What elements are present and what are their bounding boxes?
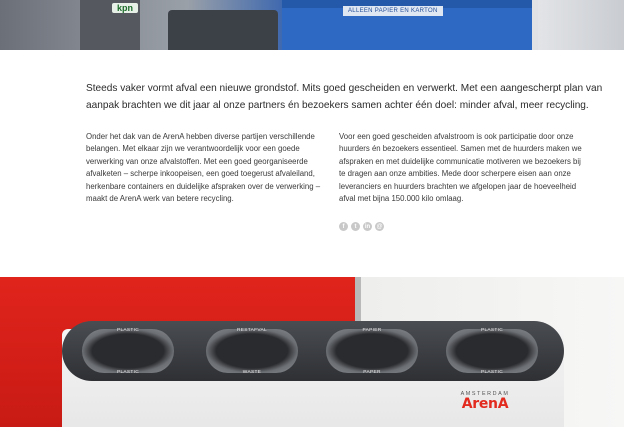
background-wall — [538, 0, 624, 50]
bin-opening-plastic — [82, 329, 174, 373]
bin-label-top: PAPIER — [362, 328, 382, 333]
bin-label-bottom: PLASTIC — [116, 370, 140, 375]
container-label: ALLEEN PAPIER EN KARTON — [343, 6, 443, 16]
bin-label-top: RESTAFVAL — [237, 328, 267, 333]
twitter-icon[interactable]: t — [351, 222, 360, 231]
kpn-sign: kpn — [112, 3, 138, 13]
bin-label-bottom: PAPER — [363, 370, 381, 375]
email-icon[interactable]: @ — [376, 223, 383, 230]
bin-label-bottom: PLASTIC — [480, 370, 504, 375]
bin-label-top: PLASTIC — [116, 328, 140, 333]
recycling-bins-photo — [0, 277, 624, 427]
bin-opening-papier — [326, 329, 418, 373]
intro-paragraph: Steeds vaker vormt afval een nieuwe grondstof. Mits goed gescheiden en verwerkt. Met een aangescherpt plan van aanpak brachten we dit jaar al onze partners én bezoekers samen achter één doel: minder afval, meer recycling. — [86, 83, 603, 111]
bin-label-top: PLASTIC — [480, 328, 504, 333]
arena-logo — [445, 391, 525, 412]
logo-city: AMSTERDAM — [460, 391, 510, 397]
linkedin-icon[interactable]: in — [364, 223, 371, 230]
facebook-icon[interactable]: f — [339, 222, 348, 231]
bin-label-bottom: WASTE — [242, 370, 262, 375]
logo-name: ArenA — [461, 396, 509, 412]
bin-opening-plastic-2 — [446, 329, 538, 373]
body-column-left: Onder het dak van de ArenA hebben diverse partijen verschillende belangen. Met elkaar zijn we verantwoordelijk voor een goede verwerking van onze afvalstoffen. Met een goed georganiseerde afvalketen – scherpe inkoopeisen, een goed toegerust afvaleiland, herkenbare containers en duidelijke afspraken over de verwerking – maakt de ArenA werk van betere recycling. — [86, 132, 321, 204]
bin-opening-restafval — [206, 329, 298, 373]
body-column-right: Voor een goed gescheiden afvalstroom is ook participatie door onze huurders én bezoekers essentieel. Samen met de huurders maken we afspraken en met duidelijke communicatie motiveren we bezoekers bij te dragen aan onze ambities. Mede door scherpere eisen aan onze leveranciers en huurders brachten we afgelopen jaar de hoeveelheid afval met bijna 150.000 kilo omlaag. — [339, 132, 582, 204]
share-icons — [339, 222, 384, 231]
hero-photo — [0, 0, 624, 50]
grey-container — [168, 10, 278, 50]
